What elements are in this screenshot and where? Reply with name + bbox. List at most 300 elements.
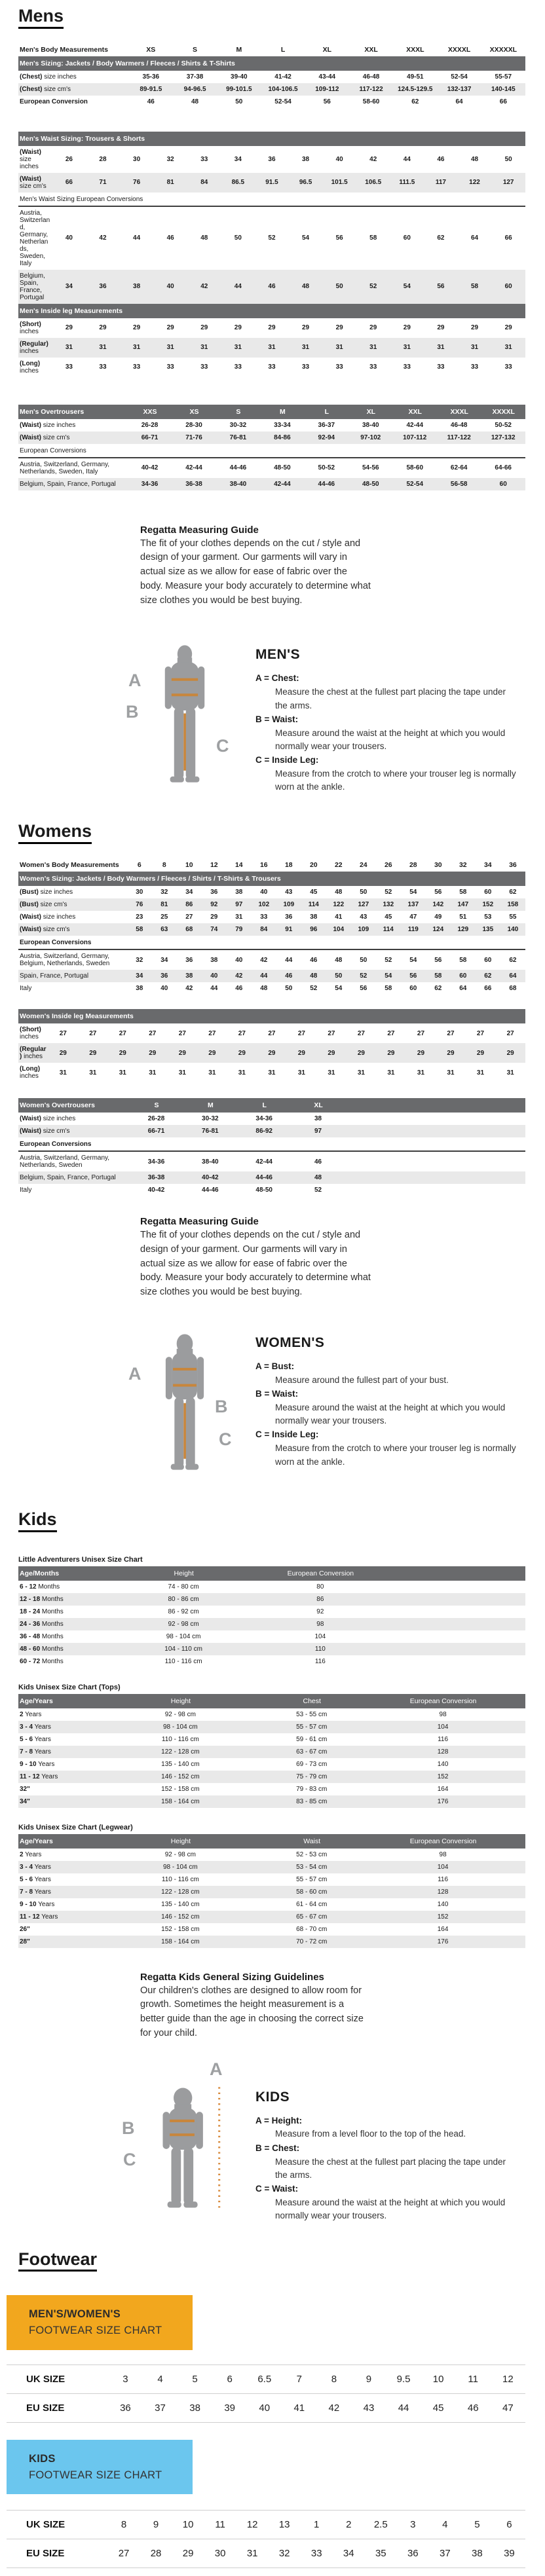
cell-value: 2.5 [373, 2519, 388, 2531]
cell-value: 29 [99, 324, 107, 332]
cell-value: 44 [403, 155, 411, 163]
cell-value: 81 [153, 173, 187, 193]
table-row [18, 1746, 525, 1758]
cell-value: 25 [160, 913, 168, 921]
cell-value: 92-94 [305, 432, 348, 444]
kids-heading: Kids [18, 1510, 57, 1532]
cell-value: 64 [470, 234, 479, 242]
guide-text: The fit of your clothes depends on the cut / style and design of your garment. Our garments will vary in actual size as we allow for ease of fabric over the body. Measure your body accurately to determine what size clothes you would be best buying. [140, 538, 371, 606]
cell-value: 42 [185, 985, 193, 993]
row-label: 9 - 10 Years [20, 1760, 55, 1768]
cell-value: 42 [328, 2402, 340, 2414]
filler-cell [508, 1873, 525, 1886]
row-label: Men's Body Measurements [20, 45, 108, 54]
cell-value: 40 [202, 970, 227, 982]
cell-value: 38-40 [202, 1158, 219, 1166]
cell-value: Height [115, 1694, 246, 1708]
cell-value: 31 [246, 2548, 258, 2560]
cell-value: 31 [89, 1069, 97, 1076]
table-row [18, 1849, 525, 1861]
table-row [18, 405, 525, 419]
cell-value: 52 [385, 889, 392, 896]
row-label: (Chest) size inches [20, 73, 77, 81]
cell-value: 11 [468, 2373, 478, 2385]
cell-value: 76-81 [216, 432, 260, 444]
figure-item-desc: Measure around the fullest part of your bust. [275, 1374, 449, 1385]
cell-value: 50 [326, 970, 351, 982]
table-row [18, 1009, 525, 1023]
little-adventurers-title: Little Adventurers Unisex Size Chart [18, 1555, 143, 1564]
cell-value: 52 [268, 234, 276, 242]
cell-value: 12 [246, 2519, 258, 2531]
cell-value: 5 [474, 2519, 480, 2531]
cell-value: 32 [136, 956, 143, 964]
cell-value: 6 [137, 861, 141, 870]
cell-value: 152 [476, 898, 500, 911]
row-label: (Waist) size inches [20, 913, 76, 921]
table-row [18, 1113, 525, 1125]
cell-value: European Conversion [252, 1566, 388, 1581]
cell-value: 86.5 [221, 173, 255, 193]
cell-value: 132-137 [437, 83, 481, 96]
row-label: 2 Years [20, 1710, 42, 1718]
cell-value: 71 [86, 173, 120, 193]
cell-value: 86 - 92 cm [168, 1608, 199, 1615]
filler-cell [388, 1593, 525, 1606]
table-row [18, 71, 525, 83]
cell-value: 31 [52, 338, 86, 358]
cell-value: 41 [293, 2402, 305, 2414]
cell-value: 66-71 [129, 1125, 183, 1137]
cell-value: 64 [455, 98, 463, 105]
cell-value: 140 [437, 1900, 449, 1908]
cell-value: 81 [152, 898, 177, 911]
cell-value: 27 [268, 1029, 276, 1037]
cell-value: 31 [506, 1069, 514, 1076]
figure-item [255, 713, 517, 753]
guide-text: Our children's clothes are designed to allow room for growth. Sometimes the height measurement is a better guide than the age in choosing the correct size for your child. [140, 1985, 364, 2038]
cell-value: 96.5 [289, 173, 323, 193]
table-row [18, 1630, 525, 1643]
cell-value: 45 [432, 2402, 444, 2414]
filler-cell [388, 1655, 525, 1668]
cell-value: 9 [366, 2373, 372, 2385]
table-row [18, 1184, 525, 1196]
waist-letter-label: B [215, 1396, 228, 1416]
row-label: 11 - 12 Years [18, 1911, 115, 1923]
womens-overtrousers-table [18, 1098, 525, 1196]
figure-item-desc: Measure around the waist at the height at which you would normally wear your trousers. [275, 727, 506, 752]
cell-value: XXL [364, 45, 378, 54]
cell-value: 3 [122, 2373, 128, 2385]
cell-value: 40 [335, 155, 343, 163]
row-label: 6 - 12 Months [20, 1583, 60, 1591]
cell-value: 109 [351, 923, 376, 936]
cell-value: 58 [458, 270, 492, 304]
mens-heading: Mens [18, 7, 64, 29]
womens-measuring-guide [140, 1216, 371, 1300]
row-label: Spain, France, Portugal [18, 970, 127, 982]
cell-value: 34-36 [255, 1115, 272, 1123]
cell-value: L [305, 405, 348, 419]
cell-value: 27 [119, 1029, 126, 1037]
footwear-box-line1: MEN'S/WOMEN'S [29, 2308, 121, 2321]
cell-value: 158 - 164 cm [115, 1795, 246, 1808]
figure-item [255, 672, 517, 712]
table-row [18, 1618, 525, 1630]
cell-value: 56 [323, 98, 331, 105]
cell-value: 29 [403, 324, 411, 332]
table-row [18, 358, 525, 377]
table-row [18, 206, 525, 270]
kids-figure-section [117, 2059, 525, 2224]
woman-silhouette-icon [148, 1333, 221, 1483]
cell-value: 31 [153, 338, 187, 358]
footwear-heading: Footwear [18, 2250, 97, 2272]
cell-value: 91.5 [255, 173, 289, 193]
row-label: Italy [20, 1187, 32, 1194]
filler-cell [388, 1630, 525, 1643]
cell-value: 30-32 [202, 1115, 219, 1123]
table-row [18, 458, 525, 478]
cell-value: 33 [200, 363, 208, 371]
row-label: Italy [20, 985, 32, 993]
row-label: (Short) inches [20, 320, 41, 335]
kids-tops-title: Kids Unisex Size Chart (Tops) [18, 1683, 121, 1691]
cell-value: 34 [52, 270, 86, 304]
cell-value: 38 [120, 270, 154, 304]
cell-value: 29 [108, 1043, 138, 1063]
row-label: 3 - 4 Years [18, 1721, 115, 1733]
table-row [18, 1758, 525, 1771]
filler-cell [508, 1911, 525, 1923]
cell-value: 38 [210, 956, 218, 964]
cell-value: 46 [166, 234, 174, 242]
row-label: Belgium, Spain, France, Portugal [18, 478, 128, 490]
cell-value: 48-50 [274, 464, 291, 472]
row-label: 34" [18, 1795, 115, 1808]
table-row [18, 872, 525, 886]
cell-value: 98 [439, 1710, 447, 1718]
cell-value: 31 [208, 1069, 216, 1076]
cell-value: 23 [136, 913, 143, 921]
cell-value: 31 [328, 1069, 335, 1076]
cell-value: 16 [259, 861, 268, 870]
cell-value: 109 [276, 898, 301, 911]
cell-value: 36-38 [172, 478, 216, 490]
kids-sizing-guidelines [140, 1972, 371, 2041]
cell-value: 31 [447, 1069, 455, 1076]
cell-value: 92 - 98 cm [164, 1850, 196, 1858]
cell-value: 53 [484, 913, 492, 921]
cell-value: 152 [377, 1911, 508, 1923]
figure-title: KIDS [255, 2089, 290, 2105]
cell-value: 75 - 79 cm [246, 1771, 377, 1783]
cell-value: 89-91.5 [129, 83, 173, 96]
cell-value: 30 [214, 2548, 226, 2560]
cell-value: 110 [252, 1643, 388, 1655]
cell-value: 38 [314, 1115, 322, 1123]
cell-value: 44 [398, 2402, 409, 2414]
cell-value: 29 [369, 324, 377, 332]
table-row [18, 193, 525, 206]
figure-item-desc: Measure from a level floor to the top of the head. [275, 2129, 466, 2139]
cell-value: 34 [483, 861, 492, 870]
cell-value: 98 - 104 cm [115, 1721, 246, 1733]
guide-text: The fit of your clothes depends on the cut / style and design of your garment. Our garments will vary in actual size as we allow for ease of fabric over the body. Measure your body accurately to determine what size clothes you would be best buying. [140, 1230, 371, 1298]
cell-value: 61 - 64 cm [296, 1900, 328, 1908]
figure-item [255, 754, 517, 794]
table-row [18, 923, 525, 936]
cell-value: 50 [234, 234, 242, 242]
cell-value: 43 [285, 889, 293, 896]
cell-value: 58 [459, 956, 467, 964]
cell-value: 32 [166, 155, 174, 163]
cell-value: 42-44 [406, 421, 424, 429]
cell-value: 62 [509, 956, 517, 964]
cell-value: 33 [99, 363, 107, 371]
cell-value: 69 - 73 cm [296, 1760, 328, 1768]
cell-value: 122 - 128 cm [115, 1886, 246, 1898]
footwear-box-line1: KIDS [29, 2452, 56, 2465]
cell-value: XXXL [437, 405, 481, 419]
figure-item-desc: Measure the chest at the fullest part placing the tape under the arms. [275, 687, 506, 710]
filler-cell [345, 1113, 525, 1125]
cell-value: 36 [268, 155, 276, 163]
row-label: 2 Years [20, 1850, 42, 1858]
womens-figure-illustration [117, 1326, 241, 1486]
cell-value: 31 [59, 1069, 67, 1076]
filler-cell [388, 1566, 525, 1581]
table-row [18, 419, 525, 432]
cell-value: 98 [439, 1850, 447, 1858]
cell-value: 50 [360, 889, 367, 896]
cell-value: 164 [437, 1925, 449, 1933]
cell-value: 44-46 [229, 464, 247, 472]
cell-value: 33 [437, 363, 445, 371]
cell-value: 55-57 [495, 73, 512, 81]
cell-value: 86 [252, 1593, 388, 1606]
cell-value: 31 [322, 338, 356, 358]
cell-value: 31 [289, 338, 323, 358]
cell-value: 36 [285, 913, 293, 921]
cell-value: 37 [155, 2402, 166, 2414]
table-row [18, 1873, 525, 1886]
cell-value: 104 [377, 1721, 508, 1733]
cell-value: 6 [227, 2373, 233, 2385]
cell-value: 32 [459, 861, 467, 870]
cell-value: 42 [187, 270, 221, 304]
cell-value: 56 [434, 956, 442, 964]
cell-value: Waist [246, 1834, 377, 1849]
table-row [18, 1733, 525, 1746]
cell-value: 84 [252, 923, 276, 936]
footwear-box-line2: FOOTWEAR SIZE CHART [29, 2469, 162, 2481]
cell-value: 59 - 61 cm [296, 1735, 328, 1743]
cell-value: 20 [309, 861, 318, 870]
kids-figure-text [255, 2059, 517, 2224]
cell-value: 12 [502, 2373, 514, 2385]
cell-value: 22 [334, 861, 343, 870]
cell-value: 54 [409, 956, 417, 964]
table-row [18, 898, 525, 911]
figure-item-key: C = Inside Leg: [255, 755, 319, 765]
cell-value: 114 [301, 898, 326, 911]
cell-value: 66-71 [128, 432, 172, 444]
table-row [18, 478, 525, 490]
cell-value: 55 [509, 913, 517, 921]
cell-value: 31 [297, 1069, 305, 1076]
row-label: Austria, Switzerland, Germany, Belgium, Netherlands, Sweden [20, 953, 110, 968]
filler-cell [508, 1923, 525, 1936]
cell-value: 54-56 [362, 464, 379, 472]
cell-value: 110 - 116 cm [161, 1875, 199, 1883]
cell-value: 31 [119, 1069, 126, 1076]
cell-value: 62-64 [450, 464, 468, 472]
cell-value: Height [115, 1834, 246, 1849]
cell-value: 52 [385, 956, 392, 964]
cell-value: 58 [127, 923, 152, 936]
row-label: Austria, Switzerland, Germany, Netherlands, Sweden, Italy [20, 209, 50, 267]
cell-value: 37-38 [186, 73, 204, 81]
filler-cell [508, 1721, 525, 1733]
cell-value: 33 [301, 363, 310, 371]
figure-item-desc: Measure from the crotch to where your trouser leg is normally worn at the ankle. [275, 769, 516, 792]
cell-value: 33 [234, 363, 242, 371]
figure-item-desc: Measure from the crotch to where your trouser leg is normally worn at the ankle. [275, 1443, 516, 1467]
cell-value: 34 [127, 970, 152, 982]
womens-figure-section [117, 1326, 525, 1486]
filler-cell [508, 1783, 525, 1795]
cell-value: 50-52 [318, 464, 335, 472]
cell-value: 27 [238, 1029, 246, 1037]
cell-value: XXXXL [481, 405, 525, 419]
footwear-box-line2: FOOTWEAR SIZE CHART [29, 2325, 162, 2337]
cell-value: 40-42 [147, 1187, 165, 1194]
filler-cell [508, 1694, 525, 1708]
cell-value: M [236, 45, 242, 54]
row-label: 18 - 24 Months [20, 1608, 64, 1615]
cell-value: 31 [491, 338, 525, 358]
cell-value: 38 [235, 889, 243, 896]
cell-value: 31 [187, 338, 221, 358]
table-row [18, 1923, 525, 1936]
section-sub-label: European Conversions [18, 1137, 525, 1151]
cell-value: 42 [99, 234, 107, 242]
row-label: 9 - 10 Years [20, 1900, 55, 1908]
cell-value: 80 - 86 cm [115, 1593, 252, 1606]
cell-value: 27 [506, 1029, 514, 1037]
cell-value: 44 [210, 985, 218, 993]
table-row [18, 96, 525, 108]
cell-value: 29 [168, 1043, 198, 1063]
mens-measuring-guide [140, 524, 371, 608]
figure-item-key: A = Bust: [255, 1361, 295, 1371]
table-row [18, 949, 525, 970]
row-label: (Long) inches [20, 359, 41, 375]
cell-value: 30 [133, 155, 141, 163]
table-row [18, 1606, 525, 1618]
cell-value: 44 [221, 270, 255, 304]
cell-value: 45 [310, 889, 318, 896]
cell-value: XXXXXL [489, 45, 517, 54]
row-label: (Waist) size inches [20, 421, 76, 429]
cell-value: 48 [191, 98, 199, 105]
row-label: 36 - 48 Months [20, 1632, 64, 1640]
cell-value: 49-51 [407, 73, 424, 81]
row-label: UK SIZE [26, 2519, 66, 2531]
filler-cell [508, 1834, 525, 1849]
cell-value: 29 [197, 1043, 227, 1063]
cell-value: 40 [160, 985, 168, 993]
table-row [18, 1771, 525, 1783]
cell-value: 29 [182, 2548, 194, 2560]
figure-item-key: A = Height: [255, 2115, 303, 2125]
cell-value: 50 [504, 155, 512, 163]
cell-value: 68 [509, 985, 517, 993]
cell-value: 66 [484, 985, 492, 993]
cell-value: 63 [152, 923, 177, 936]
cell-value: 48 [260, 985, 268, 993]
row-label: (Waist) size cm's [18, 923, 127, 936]
cell-value: 60 [491, 270, 525, 304]
cell-value: 8 [331, 2373, 337, 2385]
table-row [18, 173, 525, 193]
mens-womens-footwear-box [7, 2295, 193, 2350]
cell-value: 53 - 55 cm [296, 1710, 328, 1718]
cell-value: 46 [255, 270, 289, 304]
row-label: 3 - 4 Years [18, 1861, 115, 1873]
cell-value: 98 [252, 1618, 388, 1630]
cell-value: 40 [153, 270, 187, 304]
cell-value: 42-44 [255, 1158, 272, 1166]
cell-value: 36 [185, 956, 193, 964]
cell-value: 104 [314, 1632, 326, 1640]
cell-value: 30-32 [229, 421, 247, 429]
row-label: (Short) inches [20, 1026, 41, 1041]
cell-value: 42 [260, 956, 268, 964]
cell-value: 176 [377, 1795, 508, 1808]
row-label: (Waist) size inches [20, 1115, 76, 1123]
cell-value: 29 [466, 1043, 496, 1063]
row-label: EU SIZE [26, 2402, 65, 2414]
cell-value: 124 [426, 923, 451, 936]
cell-value: 38 [189, 2402, 200, 2414]
cell-value: 33 [335, 363, 343, 371]
filler-cell [345, 1171, 525, 1184]
cell-value: 30 [434, 861, 442, 870]
cell-value: 34 [343, 2548, 354, 2560]
cell-value: 66 [499, 98, 507, 105]
mens-overtrousers-table [18, 405, 525, 490]
cell-value: 10 [432, 2373, 444, 2385]
cell-value: 28-30 [185, 421, 202, 429]
figure-title: WOMEN'S [255, 1334, 325, 1350]
cell-value: 58 [426, 970, 451, 982]
row-label: Belgium, Spain, France, Portugal [18, 270, 52, 304]
cell-value: 7 [296, 2373, 302, 2385]
cell-value: 48 [301, 970, 326, 982]
cell-value: 47 [502, 2402, 514, 2414]
table-row [18, 56, 525, 71]
table-row [18, 83, 525, 96]
cell-value: 40 [65, 234, 73, 242]
cell-value: 33 [200, 155, 208, 163]
cell-value: 104-106.5 [261, 83, 305, 96]
cell-value: 128 [377, 1886, 508, 1898]
cell-value: 128 [377, 1746, 508, 1758]
row-label: (Bust) size cm's [18, 898, 127, 911]
